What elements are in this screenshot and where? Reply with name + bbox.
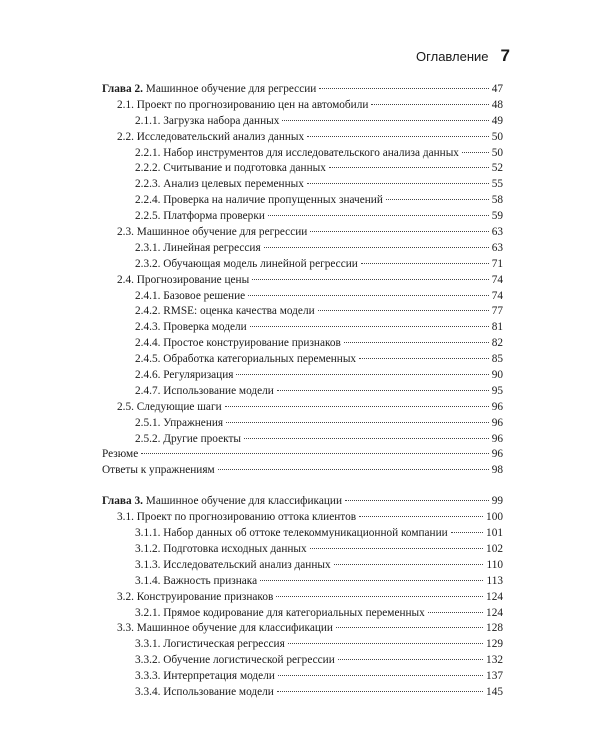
toc-entry-title: 3.3.1. Логистическая регрессия	[135, 638, 285, 651]
dot-leader	[428, 612, 483, 613]
dot-leader	[336, 627, 483, 628]
dot-leader	[462, 152, 489, 153]
dot-leader	[244, 438, 489, 439]
toc-entry-title: 3.1.3. Исследовательский анализ данных	[135, 558, 331, 571]
dot-leader	[307, 183, 489, 184]
table-of-contents	[102, 82, 503, 701]
toc-entry-title: 2.3. Машинное обучение для регрессии	[117, 226, 308, 239]
toc-subsection-entry	[102, 368, 503, 384]
toc-page-number: 77	[491, 305, 503, 318]
dot-leader	[319, 88, 488, 89]
dot-leader	[334, 564, 484, 565]
dot-leader	[226, 422, 489, 423]
toc-entry-title: 2.5. Следующие шаги	[117, 400, 222, 413]
dot-leader	[310, 231, 488, 232]
toc-entry-title: 3.3. Машинное обучение для классификации	[117, 622, 333, 635]
dot-leader	[218, 469, 489, 470]
toc-subsection-entry	[102, 114, 503, 130]
toc-subsection-entry	[102, 161, 503, 177]
page-number: 7	[500, 46, 510, 65]
toc-page-number: 145	[486, 685, 503, 698]
toc-page-number: 48	[491, 98, 503, 111]
toc-chapter-2	[102, 82, 503, 479]
toc-subsection-entry	[102, 193, 503, 209]
toc-entry-title: 3.1.4. Важность признака	[135, 574, 258, 587]
toc-subsection-entry	[102, 304, 503, 320]
toc-section-entry	[102, 225, 503, 241]
toc-page-number: 113	[486, 574, 503, 587]
toc-page-number: 124	[486, 606, 503, 619]
toc-subsection-entry	[102, 653, 503, 669]
toc-entry-title: 2.4.6. Регуляризация	[135, 369, 234, 382]
toc-entry-title: 3.1. Проект по прогнозированию оттока клиентов	[117, 511, 357, 524]
toc-section-entry	[102, 510, 503, 526]
dot-leader	[307, 136, 489, 137]
toc-entry-title: 2.4.5. Обработка категориальных переменных	[135, 353, 357, 366]
dot-leader	[268, 215, 489, 216]
toc-page-number: 47	[491, 83, 503, 95]
toc-page-number: 50	[491, 146, 503, 159]
toc-entry-title: 3.2. Конструирование признаков	[117, 590, 274, 603]
toc-page-number: 63	[491, 241, 503, 254]
toc-page-number: 98	[491, 464, 503, 477]
toc-page-number: 96	[491, 432, 503, 445]
dot-leader	[252, 279, 489, 280]
toc-page-number: 74	[491, 273, 503, 286]
toc-page-number: 74	[491, 289, 503, 302]
toc-page-number: 82	[491, 337, 503, 350]
chapter-title: Машинное обучение для регрессии	[145, 83, 317, 95]
toc-entry-title: 2.4.4. Простое конструирование признаков	[135, 337, 341, 350]
toc-page-number: 96	[491, 400, 503, 413]
toc-subsection-entry	[102, 574, 503, 590]
dot-leader	[282, 120, 488, 121]
toc-entry-title: 2.5.2. Другие проекты	[135, 432, 241, 445]
toc-entry-title: 2.2. Исследовательский анализ данных	[117, 130, 305, 143]
toc-subsection-entry	[102, 257, 503, 273]
toc-subsection-entry	[102, 336, 503, 352]
toc-subsection-entry	[102, 416, 503, 432]
toc-section-entry	[102, 621, 503, 637]
toc-entry-title: 3.1.1. Набор данных об оттоке телекоммуникационной компании	[135, 527, 448, 540]
dot-leader	[288, 643, 483, 644]
toc-page-number: 96	[491, 448, 503, 461]
toc-page-number: 101	[486, 527, 503, 540]
toc-subsection-entry	[102, 384, 503, 400]
toc-entry-title: 3.1.2. Подготовка исходных данных	[135, 542, 307, 555]
dot-leader	[345, 500, 489, 501]
toc-entry-title: 3.3.4. Использование модели	[135, 685, 274, 698]
toc-chapter-3	[102, 494, 503, 701]
dot-leader	[359, 358, 489, 359]
toc-subsection-entry	[102, 320, 503, 336]
dot-leader	[248, 295, 489, 296]
toc-entry-title: 2.1. Проект по прогнозированию цен на автомобили	[117, 98, 369, 111]
toc-entry-title: 2.5.1. Упражнения	[135, 416, 224, 429]
toc-entry-title: 2.2.4. Проверка на наличие пропущенных значений	[135, 194, 383, 207]
dot-leader	[141, 453, 489, 454]
toc-page-number: 128	[486, 622, 503, 635]
dot-leader	[260, 580, 483, 581]
dot-leader	[451, 532, 483, 533]
toc-page-number: 63	[491, 226, 503, 239]
toc-section-entry	[102, 273, 503, 289]
toc-page-number: 71	[491, 257, 503, 270]
toc-entry-title: 2.3.2. Обучающая модель линейной регрессии	[135, 257, 358, 270]
toc-entry-title: 2.4. Прогнозирование цены	[117, 273, 250, 286]
toc-subsection-entry	[102, 526, 503, 542]
toc-entry-title	[102, 82, 316, 98]
dot-leader	[329, 167, 489, 168]
toc-subsection-entry	[102, 542, 503, 558]
toc-subsection-entry	[102, 352, 503, 368]
toc-page-number: 124	[486, 590, 503, 603]
toc-page-number: 52	[491, 162, 503, 175]
toc-section-entry	[102, 590, 503, 606]
toc-subsection-entry	[102, 241, 503, 257]
toc-section-entry	[102, 463, 503, 479]
toc-page-number: 99	[491, 495, 503, 508]
toc-page-number: 137	[486, 670, 503, 683]
toc-chapter-entry	[102, 82, 503, 98]
toc-entry-title: 2.4.3. Проверка модели	[135, 321, 247, 334]
running-head-title: Оглавление	[416, 49, 489, 64]
toc-section-entry	[102, 98, 503, 114]
dot-leader	[225, 406, 489, 407]
toc-subsection-entry	[102, 637, 503, 653]
toc-page-number: 59	[491, 210, 503, 223]
toc-page-number: 81	[491, 321, 503, 334]
toc-subsection-entry	[102, 558, 503, 574]
dot-leader	[277, 691, 483, 692]
toc-page-number: 90	[491, 369, 503, 382]
dot-leader	[371, 104, 488, 105]
dot-leader	[250, 326, 489, 327]
toc-entry-title: 2.4.1. Базовое решение	[135, 289, 246, 302]
toc-page-number: 110	[486, 558, 503, 571]
chapter-title: Машинное обучение для классификации	[145, 495, 342, 508]
running-head	[416, 46, 510, 66]
toc-section-entry	[102, 400, 503, 416]
toc-page-number: 102	[486, 542, 503, 555]
toc-subsection-entry	[102, 606, 503, 622]
toc-entry-title: 2.4.2. RMSE: оценка качества модели	[135, 305, 315, 318]
dot-leader	[278, 675, 483, 676]
toc-entry-title: 3.2.1. Прямое кодирование для категориальных переменных	[135, 606, 425, 619]
dot-leader	[359, 516, 483, 517]
dot-leader	[361, 263, 489, 264]
dot-leader	[344, 342, 489, 343]
chapter-gap	[102, 479, 503, 494]
chapter-label: Глава 3.	[102, 495, 143, 508]
toc-page-number: 95	[491, 384, 503, 397]
toc-entry-title: 3.3.2. Обучение логистической регрессии	[135, 654, 335, 667]
dot-leader	[318, 310, 489, 311]
toc-entry-title: Резюме	[102, 448, 139, 461]
toc-subsection-entry	[102, 289, 503, 305]
toc-entry-title: 3.3.3. Интерпретация модели	[135, 670, 275, 683]
toc-entry-title: 2.2.2. Считывание и подготовка данных	[135, 162, 326, 175]
toc-subsection-entry	[102, 209, 503, 225]
toc-page-number: 96	[491, 416, 503, 429]
dot-leader	[338, 659, 483, 660]
toc-page-number: 85	[491, 353, 503, 366]
toc-page-number: 55	[491, 178, 503, 191]
toc-entry-title: 2.2.3. Анализ целевых переменных	[135, 178, 304, 191]
toc-page-number: 58	[491, 194, 503, 207]
dot-leader	[277, 390, 489, 391]
toc-page-number: 50	[491, 130, 503, 143]
dot-leader	[264, 247, 489, 248]
toc-entry-title: 2.1.1. Загрузка набора данных	[135, 114, 280, 127]
toc-subsection-entry	[102, 146, 503, 162]
toc-entry-title: 2.3.1. Линейная регрессия	[135, 241, 261, 254]
toc-entry-title: 2.2.5. Платформа проверки	[135, 210, 265, 223]
toc-page-number: 49	[491, 114, 503, 127]
toc-page-number: 132	[486, 654, 503, 667]
toc-subsection-entry	[102, 177, 503, 193]
toc-entry-title: 2.2.1. Набор инструментов для исследовательского анализа данных	[135, 146, 459, 159]
toc-subsection-entry	[102, 685, 503, 701]
toc-chapter-entry	[102, 494, 503, 510]
toc-page-number: 129	[486, 638, 503, 651]
toc-entry-title: 2.4.7. Использование модели	[135, 384, 274, 397]
dot-leader	[236, 374, 488, 375]
toc-section-entry	[102, 130, 503, 146]
toc-entry-title	[102, 494, 342, 510]
dot-leader	[276, 596, 483, 597]
dot-leader	[310, 548, 483, 549]
toc-subsection-entry	[102, 432, 503, 448]
toc-subsection-entry	[102, 669, 503, 685]
chapter-label: Глава 2.	[102, 83, 143, 95]
toc-page-number: 100	[486, 511, 503, 524]
dot-leader	[386, 199, 489, 200]
toc-section-entry	[102, 447, 503, 463]
toc-entry-title: Ответы к упражнениям	[102, 464, 215, 477]
